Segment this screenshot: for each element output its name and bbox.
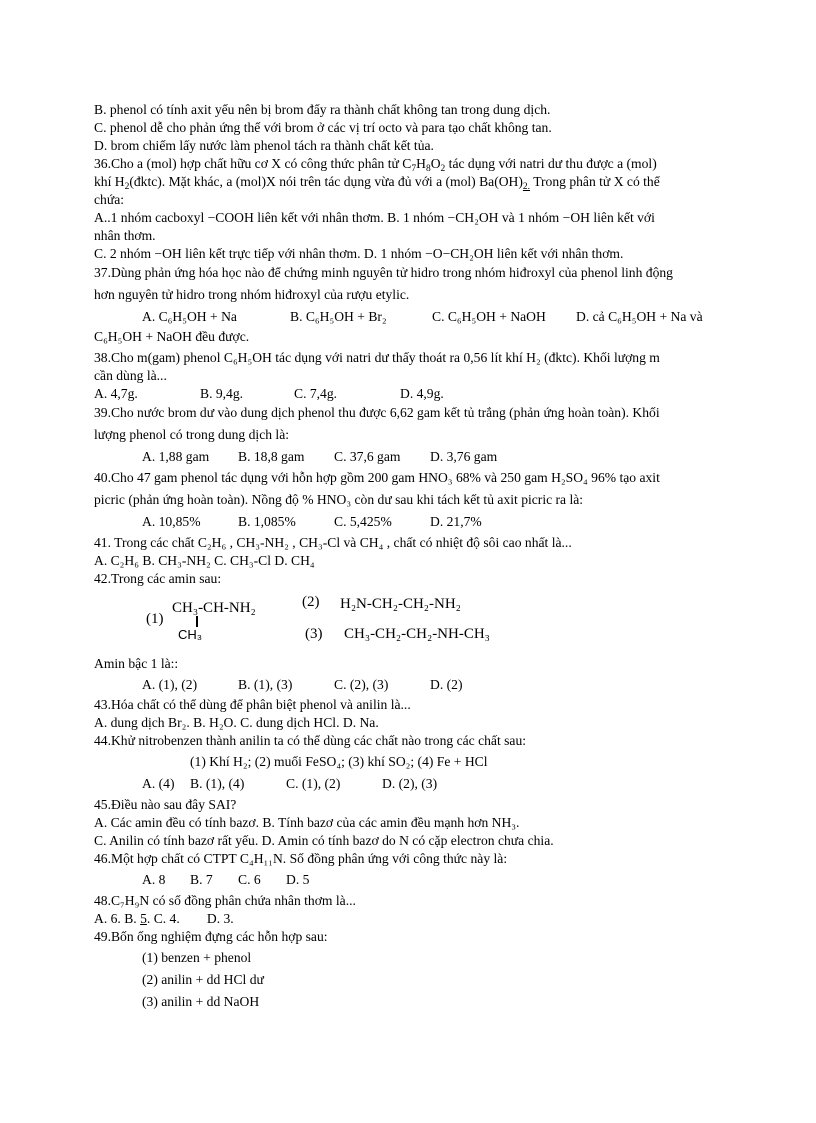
question-36-options-cd: C. 2 nhóm −OH liên kết trực tiếp với nhân thơm. D. 1 nhóm −O−CH₂OH liên kết với nhân thơm. [94, 246, 624, 261]
question-45-options-cd: C. Anilin có tính bazơ rất yếu. D. Amin có tính bazơ do N có cặp electron chưa chia. [94, 833, 554, 848]
question-37-option-d-cont: C₆H₅OH + NaOH đều được. [94, 329, 250, 344]
question-49-item-3: (3) anilin + dd NaOH [142, 994, 260, 1009]
amine-1-branch: CH₃ [178, 627, 203, 642]
question-49-item-2: (2) anilin + dd HCl dư [142, 972, 264, 987]
option-c-text: C. phenol dễ cho phản ứng thế với brom ở các vị trí octo và para tạo chất không tan. [94, 120, 552, 135]
question-40-line-1: 40.Cho 47 gam phenol tác dụng với hỗn hợp gồm 200 gam HNO₃ 68% và 250 gam H₂SO₄ 96% tạo axit [94, 470, 660, 485]
question-37-line-2: hơn nguyên tử hidro trong nhóm hiđroxyl của rượu etylic. [94, 287, 410, 302]
question-42-options: A. (1), (2) B. (1), (3) C. (2), (3) D. (2) [142, 677, 463, 692]
question-36-line-2: khí $H_2(đktc)$. Mặt khác, a (mol)X nói trên tác dụng vừa đủ với a (mol) $Ba(OH)_{2.}$ Trong phân tử X có thể [94, 174, 660, 192]
question-36-options-ab: A..1 nhóm cacboxyl −COOH liên kết với nhân thơm. B. 1 nhóm −CH₂OH và 1 nhóm −OH liên kết với [94, 210, 655, 225]
question-45-options-ab: A. Các amin đều có tính bazơ. B. Tính bazơ của các amin đều mạnh hơn NH₃. [94, 815, 520, 830]
question-39-line-1: 39.Cho nước brom dư vào dung dịch phenol thu được 6,62 gam kết tủ trắng (phản ứng hoàn toàn). Khối [94, 405, 660, 420]
amine-1-branch-bond [196, 616, 198, 627]
question-49-line-1: 49.Bốn ống nghiệm đựng các hỗn hợp sau: [94, 929, 328, 944]
question-46-options: A. 8 B. 7 C. 6 D. 5 [142, 872, 310, 887]
question-43-line-1: 43.Hóa chất có thể dùng để phân biệt phenol và anilin là... [94, 697, 411, 712]
question-44-options: A. (4) B. (1), (4) C. (1), (2) D. (2), (3) [142, 776, 438, 791]
question-37-options: A. C₆H₅OH + Na B. C₆H₅OH + Br₂ C. C₆H₅OH + NaOH D. cả C₆H₅OH + Na và [142, 309, 703, 324]
question-45-line-1: 45.Điều nào sau đây SAI? [94, 797, 237, 812]
amine-1-number: (1) [146, 611, 164, 627]
question-40-options: A. 10,85% B. 1,085% C. 5,425% D. 21,7% [142, 514, 482, 529]
question-36-line-3: chứa: [94, 192, 125, 207]
amine-3-number: (3) [305, 626, 323, 642]
amine-2-formula: H₂N-CH₂-CH₂-NH₂ [340, 596, 461, 612]
amine-1-formula: CH₃-CH-NH₂ [172, 600, 256, 616]
question-46-line-1: 46.Một hợp chất có CTPT C₄H₁₁N. Số đồng phân ứng với công thức này là: [94, 851, 508, 866]
amine-3-formula: CH₃-CH₂-CH₂-NH-CH₃ [344, 626, 490, 642]
question-36-option-b-cont: nhân thơm. [94, 228, 156, 243]
question-41-options: A. C₂H₆ B. CH₃-NH₂ C. CH₃-Cl D. CH₄ [94, 553, 315, 568]
question-49-item-1: (1) benzen + phenol [142, 950, 252, 965]
question-44-choices: (1) Khí H₂; (2) muối FeSO₄; (3) khí SO₂; (4) Fe + HCl [190, 754, 488, 769]
question-36-line-1: 36.Cho a (mol) hợp chất hữu cơ X có công thức phân tử $C_7H_8O_2$ tác dụng với natri dư thu được a (mol) [94, 156, 657, 174]
option-d-text: D. brom chiếm lấy nước làm phenol tách ra thành chất kết tủa. [94, 138, 434, 153]
question-44-line-1: 44.Khử nitrobenzen thành anilin ta có thể dùng các chất nào trong các chất sau: [94, 733, 527, 748]
question-48-line-1: 48.C₇H₉N có số đồng phân chứa nhân thơm là... [94, 893, 356, 908]
question-42-line-1: 42.Trong các amin sau: [94, 571, 222, 586]
question-48-options: A. 6. B. 5. C. 4. D. 3. [94, 911, 234, 926]
question-39-options: A. 1,88 gam B. 18,8 gam C. 37,6 gam D. 3,76 gam [142, 449, 498, 464]
question-41-line-1: 41. Trong các chất C₂H₆ , CH₃-NH₂ , CH₃-Cl và CH₄ , chất có nhiệt độ sôi cao nhất là... [94, 535, 572, 550]
option-b-text: B. phenol có tính axit yếu nên bị brom đẩy ra thành chất không tan trong dung dịch. [94, 102, 551, 117]
question-42-line-2: Amin bậc 1 là:: [94, 656, 179, 671]
question-38-options: A. 4,7g. B. 9,4g. C. 7,4g. D. 4,9g. [94, 386, 444, 401]
question-43-options: A. dung dịch Br₂. B. H₂O. C. dung dịch HCl. D. Na. [94, 715, 379, 730]
amine-2-number: (2) [302, 594, 320, 610]
question-37-line-1: 37.Dùng phản ứng hóa học nào để chứng minh nguyên tử hidro trong nhóm hiđroxyl của phenol linh động [94, 265, 673, 280]
question-40-line-2: picric (phản ứng hoàn toàn). Nồng độ % HNO₃ còn dư sau khi tách kết tủ axit picric ra là: [94, 492, 584, 507]
question-39-line-2: lượng phenol có trong dung dịch là: [94, 427, 290, 442]
question-38-line-2: cần dùng là... [94, 368, 167, 383]
question-38-line-1: 38.Cho m(gam) phenol C₆H₅OH tác dụng với natri dư thấy thoát ra 0,56 lít khí H₂ (đktc). Khối lượng m [94, 350, 660, 365]
